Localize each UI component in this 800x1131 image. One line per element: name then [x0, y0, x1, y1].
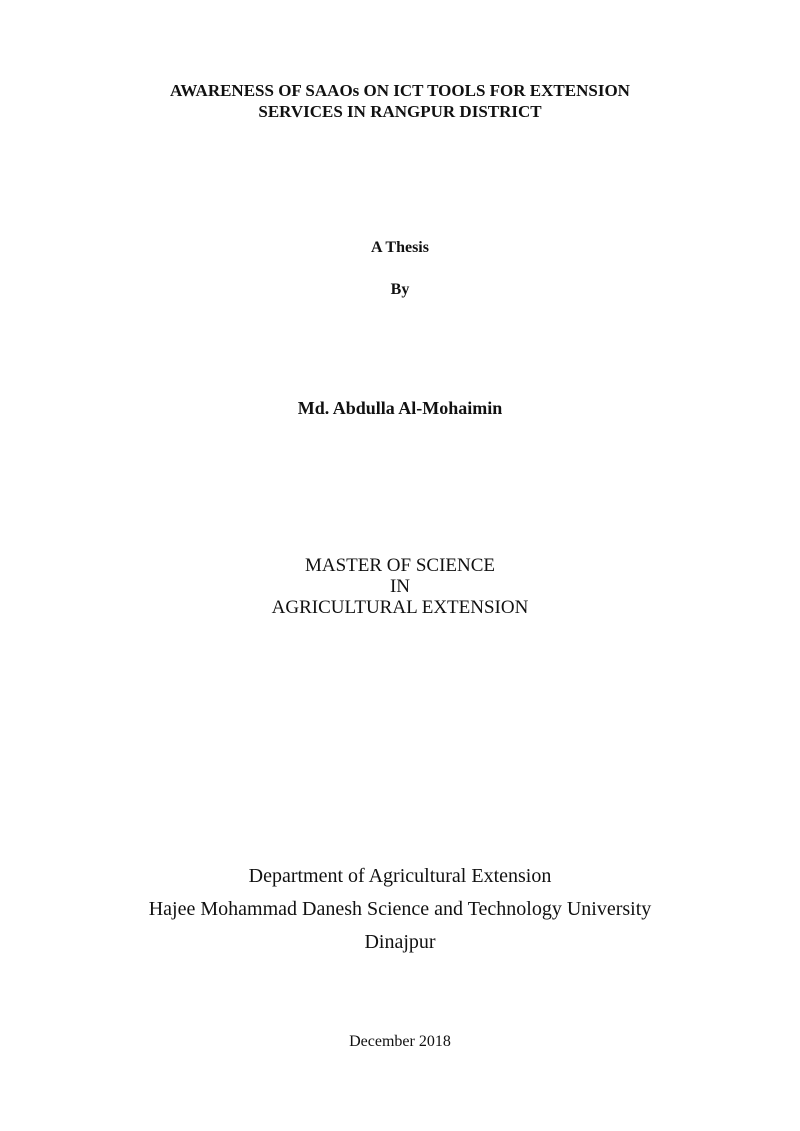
institution-block: [0, 860, 800, 959]
submission-date: December 2018: [349, 1033, 451, 1050]
degree-block: [0, 555, 800, 618]
university-name: Hajee Mohammad Danesh Science and Technology University: [148, 898, 652, 920]
city-name: Dinajpur: [364, 931, 436, 953]
author-name: Md. Abdulla Al-Mohaimin: [297, 398, 503, 418]
thesis-title-line-1: AWARENESS OF SAAOs ON ICT TOOLS FOR EXTENSION: [170, 81, 630, 100]
by-label: By: [390, 281, 410, 298]
thesis-label: A Thesis: [371, 239, 429, 256]
degree-line-1: MASTER OF SCIENCE: [304, 555, 496, 576]
thesis-title: [0, 80, 800, 122]
degree-line-3: AGRICULTURAL EXTENSION: [271, 597, 529, 618]
department-name: Department of Agricultural Extension: [248, 865, 552, 887]
degree-line-2: IN: [389, 576, 411, 597]
thesis-title-line-2: SERVICES IN RANGPUR DISTRICT: [258, 102, 542, 121]
